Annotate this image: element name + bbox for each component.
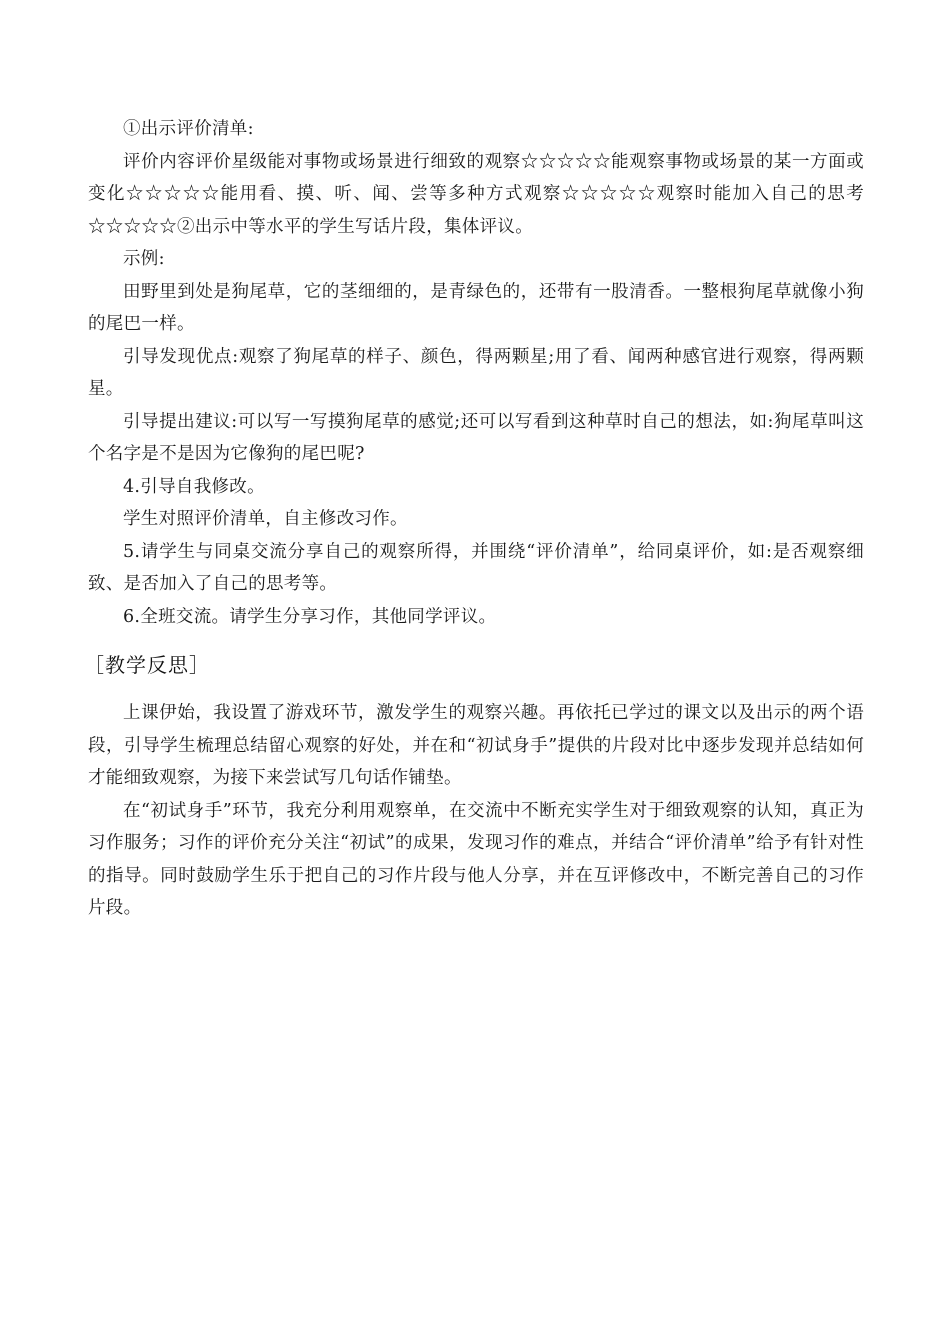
example-label: 示例: bbox=[123, 249, 165, 269]
example-text-paragraph: 田野里到处是狗尾草，它的茎细细的，是青绿色的，还带有一股清香。一整根狗尾草就像小狗的尾巴一样。 bbox=[88, 281, 864, 334]
evaluation-list-intro: ①出示评价清单: bbox=[123, 119, 254, 139]
step-4-text: 学生对照评价清单，自主修改习作。 bbox=[123, 509, 408, 529]
teaching-reflection-section bbox=[84, 647, 864, 925]
suggestions-paragraph: 引导提出建议:可以写一写摸狗尾草的感觉;还可以写看到这种草时自己的想法，如:狗尾草叫这个名字是不是因为它像狗的尾巴呢? bbox=[88, 411, 864, 464]
lesson-steps-section bbox=[88, 113, 864, 633]
evaluation-criteria-paragraph: 评价内容评价星级能对事物或场景进行细致的观察☆☆☆☆☆能观察事物或场景的某一方面或变化☆☆☆☆☆能用看、摸、听、闻、尝等多种方式观察☆☆☆☆☆观察时能加入自己的思考☆☆☆☆☆②出示中等水平的学生写话片段，集体评议。 bbox=[88, 151, 864, 237]
reflection-paragraph-2: 在“初试身手”环节，我充分利用观察单，在交流中不断充实学生对于细致观察的认知，真正为习作服务；习作的评价充分关注“初试”的成果，发现习作的难点，并结合“评价清单”给予有针对性的指导。同时鼓励学生乐于把自己的习作片段与他人分享，并在互评修改中，不断完善自己的习作片段。 bbox=[88, 800, 864, 918]
step-4-heading: 4.引导自我修改。 bbox=[123, 476, 265, 497]
strengths-paragraph: 引导发现优点:观察了狗尾草的样子、颜色，得两颗星;用了看、闻两种感官进行观察，得两颗星。 bbox=[88, 346, 864, 399]
step-5-paragraph: 5.请学生与同桌交流分享自己的观察所得，并围绕“评价清单”，给同桌评价，如:是否观察细致、是否加入了自己的思考等。 bbox=[88, 541, 864, 594]
reflection-heading: ［教学反思］ bbox=[84, 653, 210, 677]
step-6-paragraph: 6.全班交流。请学生分享习作，其他同学评议。 bbox=[123, 606, 497, 627]
reflection-paragraph-1: 上课伊始，我设置了游戏环节，激发学生的观察兴趣。再依托已学过的课文以及出示的两个语段，引导学生梳理总结留心观察的好处，并在和“初试身手”提供的片段对比中逐步发现并总结如何才能细致观察，为接下来尝试写几句话作铺垫。 bbox=[88, 703, 864, 788]
document-page bbox=[84, 113, 864, 925]
